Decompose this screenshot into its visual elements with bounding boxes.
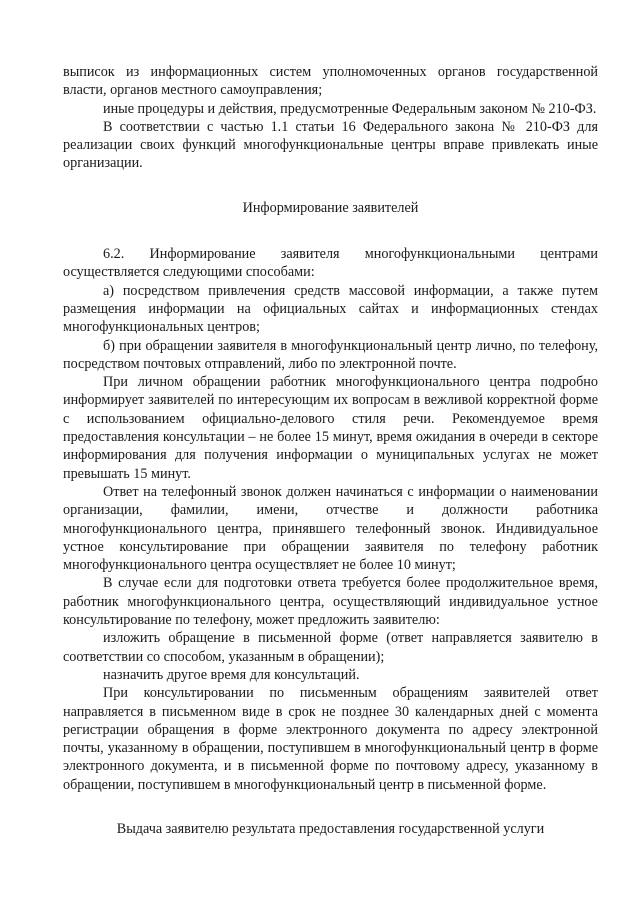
paragraph: назначить другое время для консультаций.: [103, 666, 360, 683]
paragraph: 6.2. Информирование заявителя многофункциональными центрами осуществляется следующими способами:: [63, 246, 598, 281]
section-heading: Выдача заявителю результата предоставления государственной услуги: [116, 820, 545, 837]
paragraph: выписок из информационных систем уполномоченных органов государственной власти, органов местного самоуправления;: [63, 64, 598, 99]
section-heading: Информирование заявителей: [242, 199, 419, 216]
paragraph: иные процедуры и действия, предусмотренные Федеральным законом № 210-ФЗ.: [103, 100, 597, 117]
paragraph: Ответ на телефонный звонок должен начинаться с информации о наименовании организации, фамилии, имени, отчестве и должности работника многофункционального центра, принявшего телефонный звонок. Индивидуальное устное консультирование при обращении заявителя по телефону работник многофункционального центра осуществляет не более 10 минут;: [63, 483, 598, 574]
paragraph: При консультировании по письменным обращениям заявителей ответ направляется в письменном виде в срок не позднее 30 календарных дней с момента регистрации обращения в форме электронного документа по адресу электронной почты, указанному в обращении, поступившем в многофункциональный центр в форме электронного документа, и в письменной форме по почтовому адресу, указанному в обращении, поступившем в многофункциональный центр в письменной форме.: [63, 685, 598, 793]
paragraph: При личном обращении работник многофункционального центра подробно информирует заявителей по интересующим их вопросам в вежливой корректной форме с использованием официально-делового стиля речи. Рекомендуемое время предоставления консультации – не более 15 минут, время ожидания в очереди в секторе информирования для получения информации о муниципальных услугах не может превышать 15 минут.: [63, 374, 598, 482]
paragraph: а) посредством привлечения средств массовой информации, а также путем размещения информации на официальных сайтах и информационных стендах многофункциональных центров;: [63, 282, 598, 336]
paragraph: б) при обращении заявителя в многофункциональный центр лично, по телефону, посредством почтовых отправлений, либо по электронной почте.: [63, 337, 598, 372]
paragraph: В случае если для подготовки ответа требуется более продолжительное время, работник многофункционального центра, осуществляющий индивидуальное устное консультирование по телефону, может предложить заявителю:: [63, 575, 598, 629]
paragraph: В соответствии с частью 1.1 статьи 16 Федерального закона № 210-ФЗ для реализации своих функций многофункциональные центры вправе привлекать иные организации.: [63, 118, 598, 172]
paragraph: изложить обращение в письменной форме (ответ направляется заявителю в соответствии со способом, указанным в обращении);: [63, 630, 598, 665]
